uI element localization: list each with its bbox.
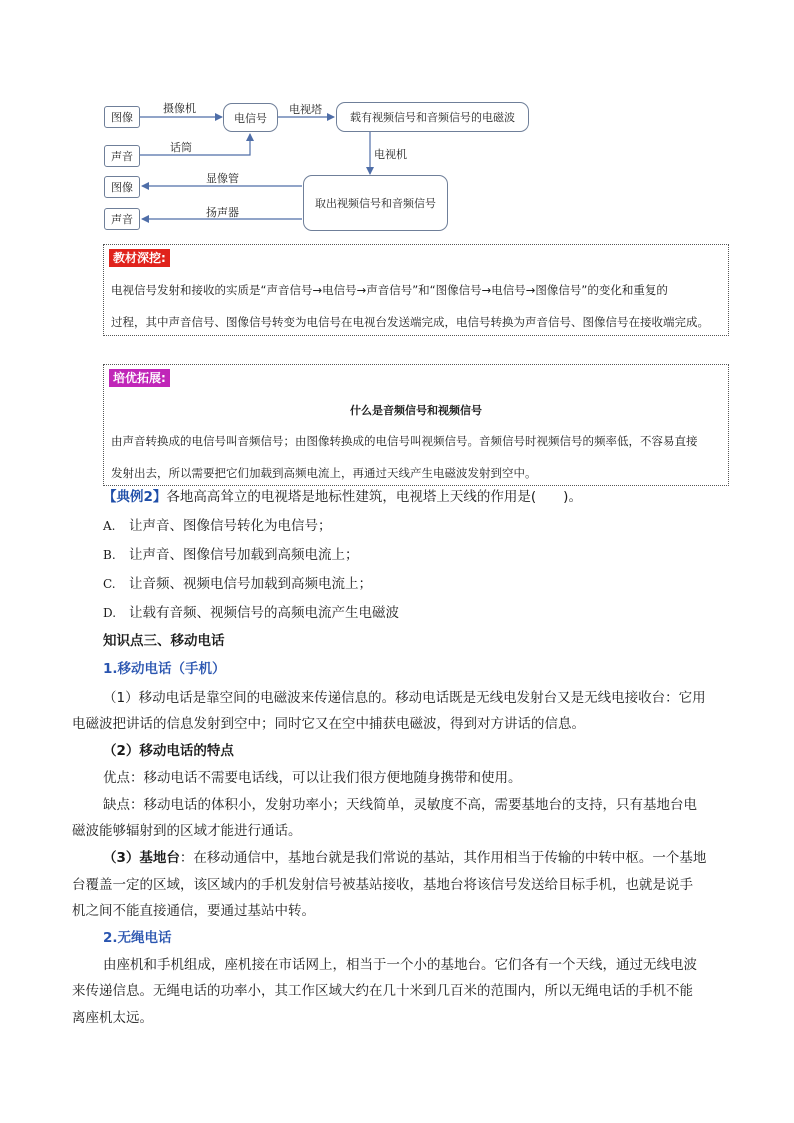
p2-title: （2）移动电话的特点 [103, 743, 234, 759]
p3-head: （3）基地台 [103, 850, 180, 866]
p1-line-1: （1）移动电话是靠空间的电磁波来传递信息的。移动电话既是无线电发射台又是无线电接收台：它用 [103, 690, 706, 706]
option-c-text: 让音频、视频电信号加载到高频电流上； [129, 576, 372, 592]
subsection-cordless-phone: 2.无绳电话 [103, 930, 172, 946]
option-c-letter: C. [103, 577, 116, 591]
option-a [103, 516, 332, 536]
example-label: 【典例2】 [103, 489, 167, 505]
label-mic: 话筒 [170, 141, 192, 154]
node-image-input: 图像 [104, 106, 140, 128]
extension-line-2: 发射出去，所以需要把它们加载到高频电流上，再通过天线产生电磁波发射到空中。 [111, 466, 537, 480]
node-sound-output: 声音 [104, 208, 140, 230]
note-tag: 教材深挖: [109, 249, 170, 267]
note-line-2: 过程，其中声音信号、图像信号转变为电信号在电视台发送端完成，电信号转换为声音信号、图像信号在接收端完成。 [111, 315, 709, 329]
option-a-letter: A. [103, 519, 116, 533]
tv-signal-flow-diagram [0, 0, 794, 240]
node-em-wave: 载有视频信号和音频信号的电磁波 [336, 102, 529, 132]
p4-line-1: 由座机和手机组成，座机接在市话网上，相当于一个小的基地台。它们各有一个天线，通过无线电波 [103, 957, 697, 973]
p2-line-3: 磁波能够辐射到的区域才能进行通话。 [72, 823, 302, 839]
option-b-letter: B. [103, 548, 116, 562]
arrow-mic [140, 134, 250, 155]
node-electric-signal: 电信号 [223, 103, 278, 132]
label-camera: 摄像机 [163, 102, 196, 115]
option-c [103, 574, 372, 594]
label-speaker: 扬声器 [206, 206, 239, 219]
example-text: 各地高高耸立的电视塔是地标性建筑，电视塔上天线的作用是( )。 [166, 489, 582, 505]
node-sound-input: 声音 [104, 145, 140, 167]
label-tube: 显像管 [206, 172, 239, 185]
section-title: 知识点三、移动电话 [103, 633, 225, 649]
p2-line-2: 缺点：移动电话的体积小，发射功率小；天线简单，灵敏度不高，需要基地台的支持，只有基地台电 [103, 797, 697, 813]
p1-line-2: 电磁波把讲话的信息发射到空中；同时它又在空中捕获电磁波，得到对方讲话的信息。 [72, 716, 585, 732]
note-line-1: 电视信号发射和接收的实质是“声音信号→电信号→声音信号”和“图像信号→电信号→图像信号”的变化和重复的 [111, 283, 668, 297]
option-b-text: 让声音、图像信号加载到高频电流上； [129, 547, 359, 563]
option-b [103, 545, 359, 565]
p3-line-1-text: ：在移动通信中，基地台就是我们常说的基站，其作用相当于传输的中转中枢。一个基地 [179, 850, 707, 866]
option-a-text: 让声音、图像信号转化为电信号； [129, 518, 332, 534]
textbook-note-box [103, 244, 729, 336]
option-d-letter: D. [103, 606, 117, 620]
label-tower: 电视塔 [289, 103, 322, 116]
extension-title: 什么是音频信号和视频信号 [350, 404, 482, 417]
option-d [103, 603, 399, 623]
p3-line-3: 机之间不能直接通信，要通过基站中转。 [72, 903, 315, 919]
extension-line-1: 由声音转换成的电信号叫音频信号；由图像转换成的电信号叫视频信号。音频信号时视频信号的频率低，不容易直接 [111, 434, 698, 448]
p3-line-2: 台覆盖一定的区域，该区域内的手机发射信号被基站接收，基地台将该信号发送给目标手机，也就是说手 [72, 877, 693, 893]
p4-line-3: 离座机太远。 [72, 1010, 153, 1026]
node-image-output: 图像 [104, 176, 140, 198]
node-extract-signals: 取出视频信号和音频信号 [303, 175, 448, 231]
subsection-mobile-phone: 1.移动电话（手机） [103, 661, 226, 677]
p3-line-1 [103, 848, 706, 868]
p4-line-2: 来传递信息。无绳电话的功率小，其工作区域大约在几十米到几百米的范围内，所以无绳电话的手机不能 [72, 983, 693, 999]
extension-box [103, 364, 729, 486]
label-tv: 电视机 [374, 148, 407, 161]
option-d-text: 让载有音频、视频信号的高频电流产生电磁波 [129, 605, 399, 621]
p2-line-1: 优点：移动电话不需要电话线，可以让我们很方便地随身携带和使用。 [103, 770, 522, 786]
extension-tag: 培优拓展: [109, 369, 170, 387]
example-question [103, 487, 582, 507]
